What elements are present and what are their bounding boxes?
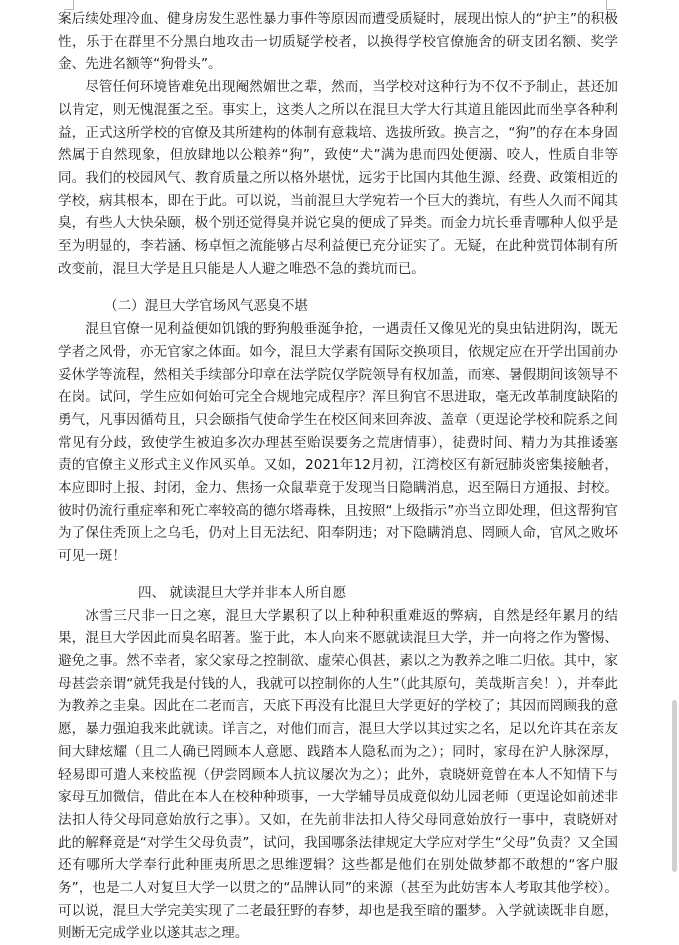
section-heading: （二）混旦大学官场风气恶臭不堪 (104, 298, 308, 315)
vertical-scrollbar[interactable] (672, 700, 677, 872)
paragraph: 混旦官僚一见利益便如饥饿的野狗般垂涎争抢，一遇责任又像见光的臭虫钻进阴沟，既无学者之风骨，亦无官家之体面。如今，混旦大学素有国际交换项目，依规定应在开学出国前办妥休学等流程，然相关手续部分印章在法学院仅学院领导有权加盖，而寒、暑假期间该领导不在岗。试问，学生应如何始可完全合规地完成程序？浑旦狗官不思进取，毫无改革制度缺陷的勇气，凡事因循苟且，只会颐指气使命学生在校区间来回奔波、盖章（更逞论学校和院系之间常见有分歧，致使学生被迫多次办理甚至贻误要务之荒唐情事），徒费时间、精力为其推诿塞责的官僚主义形式主义作风买单。又如，2021年12月初，江湾校区有新冠肺炎密集接触者，本应即时上报、封闭，金力、焦扬一众鼠辈竟于发现当日隐瞒消息，迟至隔日方通报、封校。彼时仍流行重症率和死亡率较高的德尔塔毒株，且按照“上级指示”亦当立即处理，但这帮狗官为了保住秃顶上之乌毛，仍对上目无法纪、阳奉阴违；对下隐瞒消息、罔顾人命，官风之败坏可见一斑！ (58, 321, 618, 565)
paragraph: 尽管任何环境皆难免出现阉然媚世之辈，然而，当学校对这种行为不仅不予制止，甚还加以肯定，则无愧混蛋之至。事实上，这类人之所以在混旦大学大行其道且能因此而坐享各种利益，正式这所学校的官僚及其所建构的体制有意栽培、选拔所致。换言之，“狗”的存在本身固然属于自然现象，但放肆地以公粮养“狗”，致使“犬”满为患而四处便溺、咬人，性质自非等同。我们的校园风气、教育质量之所以格外堪忧，远劣于比国内其他生源、经费、政策相近的学校，病其根本，即在于此。可以说，当前混旦大学宛若一个巨大的粪坑，有些人久而不闻其臭，有些人大快朵颐，极个别还觉得臭并说它臭的便成了异类。而金力坑长垂青哪种人似乎是至为明显的，李若涵、杨卓恒之流能够占尽利益便已充分证实了。无疑，在此种赏罚体制有所改变前，混旦大学是且只能是人人避之唯恐不急的粪坑而已。 (58, 79, 618, 277)
paragraph: 案后续处理冷血、健身房发生恶性暴力事件等原因而遭受质疑时，展现出惊人的“护主”的积极性，乐于在群里不分黑白地攻击一切质疑学校者，以换得学校官僚施舍的研支团名额、奖学金、先进名额等“狗骨头”。 (58, 11, 618, 73)
paragraph: 冰雪三尺非一日之寒，混旦大学累积了以上种种积重难返的弊病，自然是经年累月的结果，混旦大学因此而臭名昭著。鉴于此，本人向来不愿就读混旦大学，并一向将之作为警惕、避免之事。然不幸者，家父家母之控制欲、虚荣心俱甚，素以之为教养之唯二归依。其中，家母甚尝亲谓“就凭我是付钱的人，我就可以控制你的人生”（此其原句，美哉斯言矣！），并奉此为教养之圭臬。因此在二老而言，天底下再没有比混旦大学更好的学校了；其因而罔顾我的意愿，暴力强迫我来此就读。详言之，对他们而言，混旦大学以其过实之名，足以允许其在亲友间大肆炫耀（且二人确已罔顾本人意愿、践踏本人隐私而为之）；同时，家母在沪人脉深厚，轻易即可遣人来校监视（伊尝罔顾本人抗议屡次为之）；此外，袁晓妍竟曾在本人不知情下与家母互加微信，借此在本人在校种种琐事，一大学辅导员成竟似幼儿园老师（更逞论如前述非法扣人待父母同意始放行之事）。又如，在先前非法扣人待父母同意始放行一事中，袁晓妍对此的解释竟是“对学生父母负责”，试问，我国哪条法律规定大学应对学生“父母”负责？又全国还有哪所大学奉行此种匪夷所思之思维逻辑？这些都是他们在别处做梦都不敢想的“客户服务”，也是二人对复旦大学一以贯之的“品牌认同”的来源（甚至为此妨害本人考取其他学校）。可以说，混旦大学完美实现了二老最狂野的春梦，却也是我至暗的噩梦。入学就读既非自愿，则断无完成学业以遂其志之理。 (58, 607, 618, 942)
document-body (58, 8, 618, 945)
section-heading: 四、 就读混旦大学并非本人所自愿 (138, 584, 347, 601)
